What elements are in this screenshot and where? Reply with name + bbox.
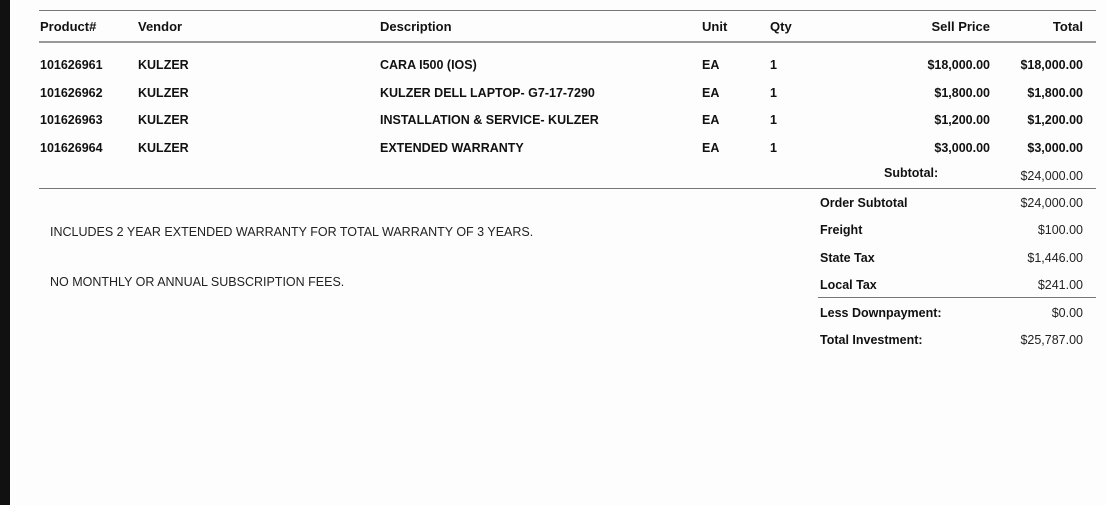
cell-sell-price: $1,800.00: [934, 86, 990, 100]
freight-label: Freight: [820, 223, 863, 237]
col-header-description: Description: [380, 19, 452, 34]
table-row: [10, 113, 1107, 135]
total-investment-value: $25,787.00: [1020, 333, 1083, 347]
cell-description: CARA I500 (IOS): [380, 58, 477, 72]
cell-qty: 1: [770, 113, 777, 127]
table-row: [10, 58, 1107, 80]
cell-product: 101626962: [40, 86, 103, 100]
cell-unit: EA: [702, 141, 720, 155]
cell-total: $18,000.00: [1020, 58, 1083, 72]
cell-unit: EA: [702, 113, 720, 127]
summary-rule: [818, 297, 1096, 298]
cell-qty: 1: [770, 141, 777, 155]
subtotal-value: $24,000.00: [1020, 169, 1083, 183]
total-investment-label: Total Investment:: [820, 333, 923, 347]
less-downpayment-value: $0.00: [1051, 306, 1083, 320]
col-header-product: Product#: [40, 19, 97, 34]
subtotal-label: Subtotal:: [884, 166, 939, 180]
state-tax-label: State Tax: [820, 251, 875, 265]
note-subscription: NO MONTHLY OR ANNUAL SUBSCRIPTION FEES.: [50, 275, 345, 289]
cell-product: 101626963: [40, 113, 103, 127]
less-downpayment-label: Less Downpayment:: [820, 306, 942, 320]
cell-product: 101626961: [40, 58, 103, 72]
cell-total: $3,000.00: [1027, 141, 1083, 155]
col-header-total: Total: [1052, 19, 1083, 34]
order-subtotal-label: Order Subtotal: [820, 196, 908, 210]
cell-product: 101626964: [40, 141, 103, 155]
header-top-rule: [39, 10, 1096, 11]
cell-vendor: KULZER: [138, 86, 189, 100]
cell-qty: 1: [770, 58, 777, 72]
note-warranty: INCLUDES 2 YEAR EXTENDED WARRANTY FOR TOTAL WARRANTY OF 3 YEARS.: [50, 225, 534, 239]
cell-description: KULZER DELL LAPTOP- G7-17-7290: [380, 86, 595, 100]
cell-qty: 1: [770, 86, 777, 100]
freight-value: $100.00: [1037, 223, 1083, 237]
cell-total: $1,800.00: [1027, 86, 1083, 100]
table-row: [10, 141, 1107, 163]
cell-description: INSTALLATION & SERVICE- KULZER: [380, 113, 599, 127]
cell-unit: EA: [702, 58, 720, 72]
cell-sell-price: $18,000.00: [927, 58, 990, 72]
items-bottom-rule: [39, 188, 1096, 189]
cell-vendor: KULZER: [138, 113, 189, 127]
cell-vendor: KULZER: [138, 58, 189, 72]
col-header-unit: Unit: [702, 19, 728, 34]
cell-description: EXTENDED WARRANTY: [380, 141, 524, 155]
header-bottom-rule: [39, 41, 1096, 43]
cell-sell-price: $3,000.00: [934, 141, 990, 155]
cell-unit: EA: [702, 86, 720, 100]
col-header-vendor: Vendor: [138, 19, 183, 34]
table-row: [10, 86, 1107, 108]
order-subtotal-value: $24,000.00: [1020, 196, 1083, 210]
col-header-sell-price: Sell Price: [931, 19, 990, 34]
col-header-qty: Qty: [770, 19, 792, 34]
local-tax-value: $241.00: [1037, 278, 1083, 292]
local-tax-label: Local Tax: [820, 278, 877, 292]
left-edge-bar: [0, 0, 10, 505]
state-tax-value: $1,446.00: [1027, 251, 1083, 265]
quote-document: [10, 0, 1107, 505]
cell-total: $1,200.00: [1027, 113, 1083, 127]
cell-sell-price: $1,200.00: [934, 113, 990, 127]
cell-vendor: KULZER: [138, 141, 189, 155]
